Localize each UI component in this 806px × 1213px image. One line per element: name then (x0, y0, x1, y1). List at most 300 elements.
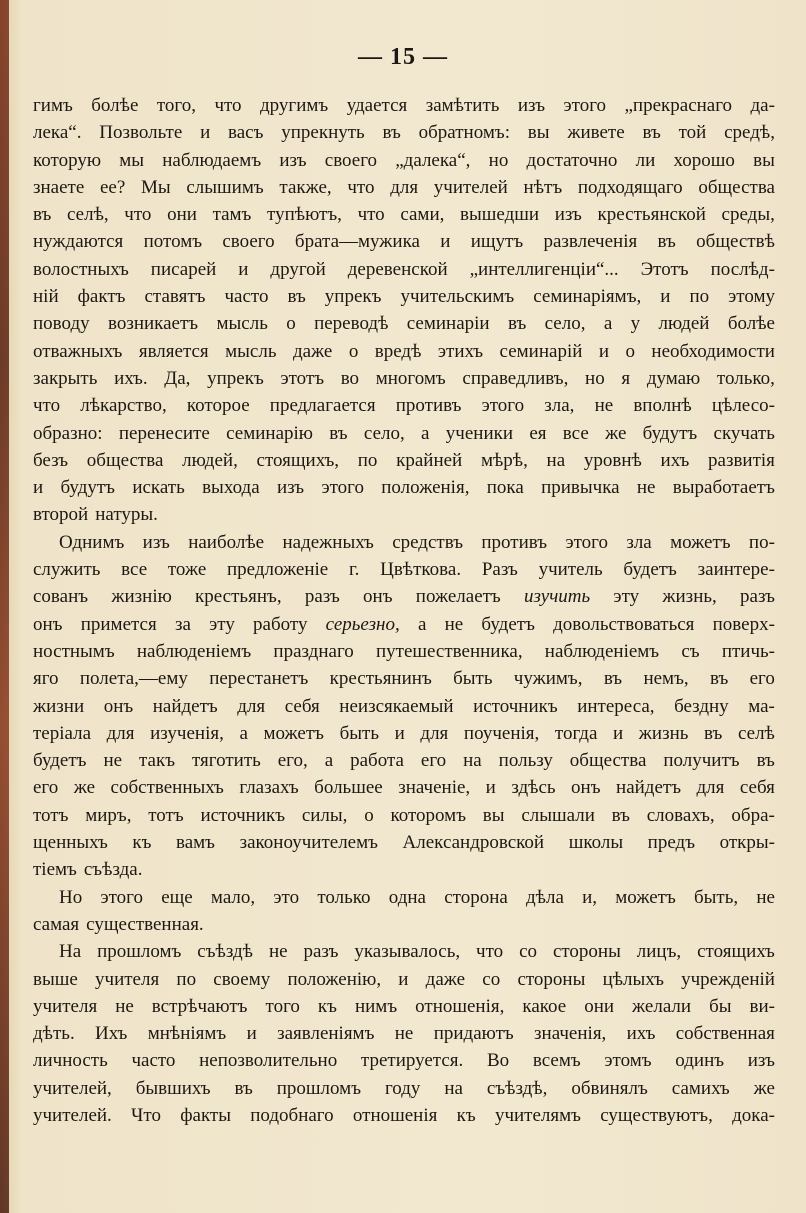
word: ихъ (626, 1023, 656, 1045)
word: жизни (33, 695, 85, 717)
word: и (440, 231, 451, 253)
word: прошломъ (276, 1077, 362, 1099)
word: поводу (33, 313, 90, 335)
word: своему (213, 968, 271, 990)
word: достаточно (526, 149, 618, 171)
word: подобнаго (250, 1104, 334, 1126)
word: писарей (150, 258, 217, 280)
word: стоящихъ (697, 941, 775, 963)
word: для (420, 722, 449, 744)
word: въ (657, 231, 676, 253)
word: что (476, 941, 504, 963)
word: въ (234, 1077, 253, 1099)
word: изъ (279, 149, 307, 171)
word: нѣтъ (523, 176, 563, 198)
word: дѣла (526, 886, 564, 908)
word: сами, (400, 204, 445, 226)
word: цѣлесо- (711, 395, 775, 417)
word: по (357, 449, 378, 471)
word: общества (86, 449, 164, 471)
word: тогда (554, 722, 598, 744)
word: живете (567, 122, 625, 144)
text-line (33, 966, 775, 993)
word: и (485, 777, 496, 799)
word: существенная. (86, 913, 204, 935)
word: что (214, 95, 242, 116)
word: себя (284, 695, 320, 717)
word: для (390, 176, 419, 198)
word: Но (59, 886, 83, 908)
text-line (33, 174, 775, 201)
word: перестанетъ (209, 668, 309, 690)
word: справедливъ, (462, 367, 569, 389)
word: вы (527, 122, 550, 144)
word: онъ (103, 695, 134, 717)
word: въ (603, 668, 623, 690)
word: противъ (395, 395, 462, 417)
word: тупѣютъ, (267, 204, 342, 226)
word: тоже (167, 559, 207, 581)
word: искать (132, 477, 185, 499)
word: тамъ (212, 204, 252, 226)
word: для (696, 777, 725, 799)
word: этого (565, 531, 608, 553)
word: ихъ (660, 449, 690, 471)
word: учительскимъ (400, 286, 515, 308)
word: во (340, 367, 360, 389)
text-line (33, 693, 775, 720)
word: гимъ (33, 95, 73, 116)
word: пока (486, 477, 524, 499)
word: ихъ. (114, 367, 148, 389)
word: потомъ (143, 231, 203, 253)
word: а (421, 422, 430, 444)
word: часто (224, 286, 269, 308)
word: собственная (675, 1023, 775, 1045)
word: по- (748, 531, 775, 553)
word: по (689, 286, 710, 308)
word: ставятъ (144, 286, 206, 308)
word: хорошо (673, 149, 735, 171)
word: въ (507, 313, 527, 335)
word: Что (131, 1104, 161, 1126)
word: щенныхъ (33, 832, 108, 854)
word: переводѣ (314, 313, 389, 335)
word: серьезно, (325, 613, 400, 635)
word: брата—мужика (294, 231, 420, 253)
word: изъ (276, 477, 305, 499)
word: для (237, 695, 266, 717)
word: можетъ (615, 886, 676, 908)
word: бездну (674, 695, 729, 717)
text-line (33, 310, 775, 337)
word: источникъ (473, 695, 558, 717)
word: средствъ (392, 531, 464, 553)
word: силы, (301, 804, 348, 826)
word: не (115, 995, 134, 1017)
word: которую (33, 149, 102, 171)
word: слышали (521, 804, 595, 826)
word: сованъ (33, 586, 89, 608)
word: стоящихъ, (256, 449, 340, 471)
word: разъ (740, 586, 775, 608)
word: болѣе (727, 313, 775, 335)
word: вышедши (460, 204, 540, 226)
word: ее? (99, 176, 126, 198)
word: многомъ (375, 367, 446, 389)
word: этого (563, 95, 607, 116)
book-spine-edge (0, 0, 9, 1213)
word: собственныхъ (110, 777, 224, 799)
word: съѣздѣ (197, 941, 254, 963)
word: вы (482, 804, 505, 826)
word: птичь- (721, 640, 775, 662)
word: среды, (721, 204, 775, 226)
word: указывалось, (354, 941, 461, 963)
text-line (33, 829, 775, 856)
word: предъ (647, 832, 696, 854)
word: учителямъ (494, 1104, 581, 1126)
word: село, (544, 313, 586, 335)
text-line (33, 938, 775, 965)
word: получитъ (663, 750, 740, 772)
word: на (463, 750, 482, 772)
word: бы (709, 995, 732, 1017)
word: ній (33, 286, 59, 308)
word: въ (33, 204, 52, 226)
word: уровнѣ (583, 449, 642, 471)
text-line (33, 1047, 775, 1074)
word: въ (287, 286, 306, 308)
word: болѣе (91, 95, 139, 116)
word: часто (131, 1050, 176, 1072)
word: учителей (433, 176, 508, 198)
word: ученики (445, 422, 514, 444)
word: можетъ (670, 531, 731, 553)
word: теріала (33, 722, 92, 744)
word: г. (348, 559, 360, 581)
word: вамъ (176, 832, 216, 854)
word: своего (324, 149, 378, 171)
text-line (33, 201, 775, 228)
word: семинаріямъ, (533, 286, 642, 308)
text-line (33, 638, 775, 665)
word: развитія (708, 449, 775, 471)
word: крайней (396, 449, 463, 471)
word: найдетъ (152, 695, 218, 717)
word: будетъ (33, 750, 87, 772)
text-line (33, 474, 775, 501)
word: средѣ, (724, 122, 775, 144)
word: даже (425, 968, 466, 990)
word: наблюденіемъ (136, 640, 252, 662)
word: общества (698, 176, 775, 198)
word: возникаетъ (108, 313, 199, 335)
word: быть, (694, 886, 739, 908)
word: и (394, 722, 405, 744)
word: жизнь, (662, 586, 717, 608)
word: развлеченія (543, 231, 638, 253)
word: по (176, 968, 197, 990)
word: съѣзда. (83, 859, 143, 881)
body-text (33, 92, 775, 1129)
word: цѣлыхъ (602, 968, 664, 990)
word: что (33, 395, 61, 417)
word: и (246, 1023, 257, 1045)
word: будутъ (642, 422, 698, 444)
text-line (33, 665, 775, 692)
word: этого (100, 886, 143, 908)
word: этого (481, 395, 525, 417)
word: немъ, (643, 668, 689, 690)
word: „далека“, (395, 149, 471, 171)
word: которое (186, 395, 250, 417)
word: фактъ (77, 286, 126, 308)
word: не (594, 395, 614, 417)
word: году (384, 1077, 421, 1099)
word: не (444, 613, 464, 635)
word: на (444, 1077, 463, 1099)
word: привычка (541, 477, 620, 499)
word: къ (456, 1104, 476, 1126)
word: а (603, 313, 613, 335)
word: васъ (228, 122, 264, 144)
word: у (630, 313, 641, 335)
word: яго (33, 668, 59, 690)
word: Разъ (481, 559, 518, 581)
word: со (482, 968, 501, 990)
word: волостныхъ (33, 258, 129, 280)
word: встрѣчаютъ (151, 995, 248, 1017)
word: въ (382, 122, 401, 144)
word: же (605, 422, 627, 444)
word: изучить (524, 586, 591, 608)
word: скучать (713, 422, 775, 444)
text-line (33, 256, 775, 283)
word: мысль (225, 340, 277, 362)
word: будетъ (481, 613, 535, 635)
word: выше (33, 968, 78, 990)
word: думаю (646, 367, 701, 389)
word: въ (704, 722, 723, 744)
word: для (106, 722, 135, 744)
word: о (286, 313, 296, 335)
word: людей, (182, 449, 238, 471)
word: обра- (731, 804, 775, 826)
word: и (398, 968, 409, 990)
word: они (167, 204, 197, 226)
word: даже (292, 340, 333, 362)
word: глазахъ (239, 777, 299, 799)
word: тяготить (191, 750, 261, 772)
word: его, (277, 750, 308, 772)
word: къ (132, 832, 152, 854)
word: полета,—ему (79, 668, 188, 690)
word: тотъ (148, 804, 184, 826)
word: того (265, 995, 300, 1017)
word: не (636, 477, 656, 499)
text-line (33, 420, 775, 447)
word: этотъ (280, 367, 325, 389)
word: не (103, 750, 123, 772)
word: примется (80, 613, 157, 635)
word: Да, (164, 367, 191, 389)
word: удается (346, 95, 408, 116)
word: какое (522, 995, 567, 1017)
word: за (174, 613, 191, 635)
word: откры- (719, 832, 775, 854)
word: другимъ (260, 95, 329, 116)
word: которомъ (390, 804, 467, 826)
word: также, (279, 176, 332, 198)
word: необходимости (651, 340, 775, 362)
word: и (660, 286, 671, 308)
word: крестьянъ, (195, 586, 282, 608)
word: крестьянской (597, 204, 706, 226)
word: „интеллигенціи“... (469, 258, 619, 280)
text-line (33, 338, 775, 365)
word: сторона (444, 886, 508, 908)
word: поученія, (463, 722, 540, 744)
word: наблюденіемъ (544, 640, 660, 662)
word: Мы (141, 176, 171, 198)
word: и (613, 722, 624, 744)
word: путешественника, (375, 640, 523, 662)
word: о (348, 340, 359, 362)
text-line (33, 1102, 775, 1129)
word: учителей. (33, 1104, 112, 1126)
word: самихъ (671, 1077, 730, 1099)
word: второй (33, 504, 89, 526)
word: нуждаются (33, 231, 124, 253)
word: послѣд- (710, 258, 775, 280)
word: Позвольте (99, 122, 183, 144)
word: одна (388, 886, 426, 908)
word: что (357, 204, 385, 226)
text-line (33, 720, 775, 747)
word: безъ (33, 449, 69, 471)
word: только, (716, 367, 775, 389)
word: замѣтить (425, 95, 500, 116)
word: и (200, 122, 211, 144)
word: „прекраснаго (624, 95, 733, 116)
word: мѣрѣ, (480, 449, 528, 471)
text-line (33, 993, 775, 1020)
word: эту (209, 613, 235, 635)
word: значенія, (534, 1023, 607, 1045)
word: семинаріи (406, 313, 490, 335)
word: словахъ, (646, 804, 715, 826)
word: же (73, 777, 96, 799)
word: работу (253, 613, 308, 635)
word: упрекъ (324, 286, 382, 308)
text-line (33, 747, 775, 774)
word: Цвѣткова. (380, 559, 462, 581)
word: да- (750, 95, 775, 116)
text-line (33, 1020, 775, 1047)
word: предлагается (269, 395, 376, 417)
text-line (33, 119, 775, 146)
word: о (364, 804, 374, 826)
word: лека“. (33, 122, 82, 144)
word: выхода (202, 477, 260, 499)
word: съѣздѣ, (486, 1077, 548, 1099)
word: стороны (517, 968, 586, 990)
word: изъ (142, 531, 170, 553)
word: учрежденій (681, 968, 775, 990)
word: людей (658, 313, 710, 335)
word: упрекнуть (281, 122, 365, 144)
word: общества (569, 750, 647, 772)
word: вредѣ (374, 340, 422, 362)
text-line (33, 911, 775, 938)
word: тотъ (33, 804, 69, 826)
word: къ (317, 995, 337, 1017)
word: наблюдаемъ (162, 149, 262, 171)
word: всемъ (532, 1050, 581, 1072)
word: отважныхъ (33, 340, 123, 362)
word: себя (739, 777, 775, 799)
word: существуютъ, (600, 1104, 713, 1126)
word: является (138, 340, 209, 362)
word: чужимъ, (513, 668, 583, 690)
word: а (417, 613, 427, 635)
word: его (33, 777, 59, 799)
word: лѣкарство, (80, 395, 167, 417)
word: законоучителемъ (239, 832, 378, 854)
word: зла (626, 531, 652, 553)
word: со (519, 941, 538, 963)
word: что (347, 176, 375, 198)
text-line (33, 884, 775, 911)
text-line (33, 447, 775, 474)
word: и (238, 258, 249, 280)
word: жизнію (111, 586, 172, 608)
word: отношенія, (415, 995, 505, 1017)
text-line (33, 556, 775, 583)
word: я (621, 367, 631, 389)
word: лицъ, (636, 941, 682, 963)
word: знаете (33, 176, 85, 198)
word: того, (156, 95, 196, 116)
word: не (756, 886, 775, 908)
word: противъ (481, 531, 548, 553)
word: перенесите (118, 422, 210, 444)
word: положенія, (381, 477, 470, 499)
word: и (598, 340, 610, 362)
word: Этотъ (640, 258, 689, 280)
word: миръ, (85, 804, 132, 826)
word: ея (529, 422, 547, 444)
word: факты (180, 1104, 231, 1126)
word: прошломъ (97, 941, 182, 963)
word: селѣ, (66, 204, 109, 226)
word: неизсякаемый (339, 695, 454, 717)
word: образно: (33, 422, 103, 444)
word: этомъ (604, 1050, 652, 1072)
word: празднаго (273, 640, 354, 662)
word: селѣ (737, 722, 775, 744)
word: они (584, 995, 615, 1017)
word: дока- (732, 1104, 775, 1126)
word: не (394, 1023, 414, 1045)
word: онъ (571, 777, 601, 799)
word: еще (161, 886, 193, 908)
word: натуры. (95, 504, 158, 526)
text-line (33, 392, 775, 419)
text-line (33, 583, 775, 610)
word: нимъ (354, 995, 398, 1017)
